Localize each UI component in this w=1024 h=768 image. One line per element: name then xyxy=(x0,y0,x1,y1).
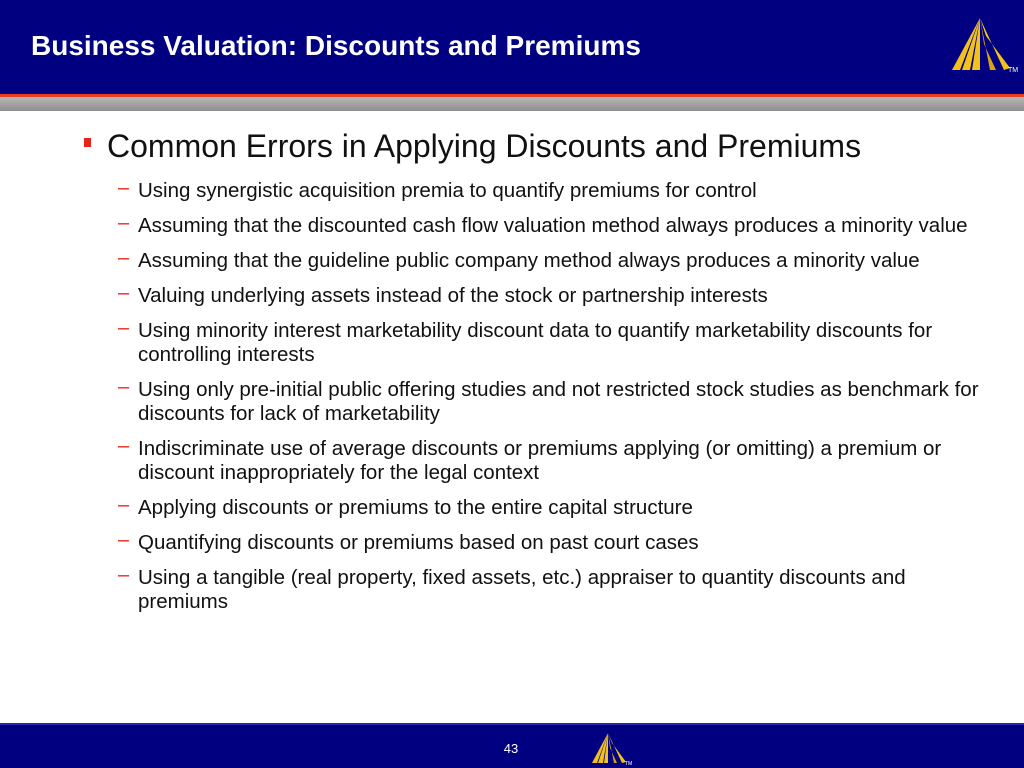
sub-bullet-text: Indiscriminate use of average discounts or premiums applying (or omitting) a premium or discount inappropriately for the legal context xyxy=(138,437,942,484)
sub-bullet-item xyxy=(118,566,998,614)
sub-bullet-text: Applying discounts or premiums to the entire capital structure xyxy=(138,496,693,519)
sub-bullet-text: Using minority interest marketability discount data to quantify marketability discounts for controlling interests xyxy=(138,319,933,366)
slide-title: Business Valuation: Discounts and Premiums xyxy=(31,30,641,61)
sub-bullet-item xyxy=(118,284,998,308)
sub-bullet-text: Assuming that the discounted cash flow valuation method always produces a minority value xyxy=(138,214,968,237)
dash-bullet-icon: – xyxy=(118,247,130,269)
sub-bullet-item xyxy=(118,531,998,555)
slide-content xyxy=(0,111,1024,723)
sub-bullet-text: Valuing underlying assets instead of the stock or partnership interests xyxy=(138,284,768,307)
main-bullet-heading: Common Errors in Applying Discounts and Premiums xyxy=(107,128,862,164)
sub-bullet-text: Using synergistic acquisition premia to quantify premiums for control xyxy=(138,179,757,202)
footer-top-line xyxy=(0,723,1024,725)
dash-bullet-icon: – xyxy=(118,177,130,199)
sub-bullet-item xyxy=(118,378,998,426)
sub-bullet-text: Quantifying discounts or premiums based on past court cases xyxy=(138,531,699,554)
sub-bullet-item xyxy=(118,214,998,238)
header-bar xyxy=(0,0,1024,94)
sub-bullet-text: Assuming that the guideline public company method always produces a minority value xyxy=(138,249,920,272)
dash-bullet-icon: – xyxy=(118,529,130,551)
dash-bullet-icon: – xyxy=(118,564,130,586)
dash-bullet-icon: – xyxy=(118,435,130,457)
sub-bullet-item xyxy=(118,249,998,273)
sub-bullet-item xyxy=(118,319,998,367)
header-divider-band xyxy=(0,97,1024,111)
sub-bullet-text: Using only pre-initial public offering studies and not restricted stock studies as benchmark for discounts for lack of marketability xyxy=(138,378,979,425)
sub-bullet-text: Using a tangible (real property, fixed assets, etc.) appraiser to quantity discounts and premiums xyxy=(138,566,906,613)
logo-trademark: TM xyxy=(1008,67,1019,74)
sub-bullet-list xyxy=(118,179,998,625)
dash-bullet-icon: – xyxy=(118,212,130,234)
sub-bullet-item xyxy=(118,496,998,520)
footer-logo-icon xyxy=(588,731,634,767)
dash-bullet-icon: – xyxy=(118,494,130,516)
square-bullet-icon xyxy=(84,138,91,147)
footer-logo-trademark: TM xyxy=(625,761,633,767)
dash-bullet-icon: – xyxy=(118,376,130,398)
sub-bullet-item xyxy=(118,179,998,203)
dash-bullet-icon: – xyxy=(118,317,130,339)
dash-bullet-icon: – xyxy=(118,282,130,304)
page-number: 43 xyxy=(503,741,519,756)
sub-bullet-item xyxy=(118,437,998,485)
gold-peak-logo-icon xyxy=(944,14,1022,78)
